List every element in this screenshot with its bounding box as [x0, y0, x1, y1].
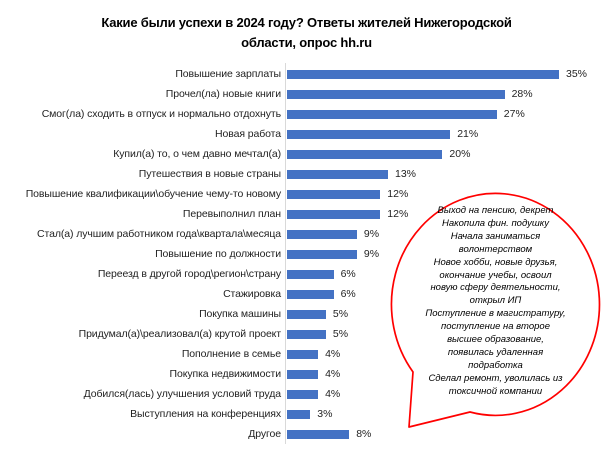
callout-line: подработка	[468, 359, 523, 371]
category-label: Повышение по должности	[155, 248, 281, 260]
category-label: Смог(ла) сходить в отпуск и нормально отдохнуть	[41, 108, 281, 120]
bar-row	[0, 164, 613, 184]
value-label: 5%	[332, 308, 349, 320]
bar	[287, 130, 450, 139]
bar-row	[0, 84, 613, 104]
callout-line: поступление на второе	[441, 321, 550, 333]
bar	[287, 350, 318, 359]
bar	[287, 410, 310, 419]
category-label: Перевыполнил план	[182, 208, 281, 220]
bar	[287, 310, 326, 319]
value-label: 6%	[340, 288, 356, 300]
value-label: 4%	[325, 388, 341, 400]
bar-row	[0, 124, 613, 144]
category-label: Повышение зарплаты	[175, 68, 281, 80]
category-label: Другое	[248, 428, 281, 440]
callout-line: Поступление в магистратуру,	[425, 308, 566, 320]
category-label: Покупка машины	[199, 308, 281, 320]
value-label: 13%	[395, 168, 417, 180]
value-label: 35%	[566, 68, 588, 80]
category-label: Стажировка	[223, 288, 281, 300]
chart-title: Какие были успехи в 2024 году? Ответы жителей Нижегородской области, опрос hh.ru	[101, 15, 512, 50]
category-label: Повышение квалификации\обучение чему-то новому	[25, 188, 281, 200]
value-label: 9%	[363, 248, 380, 260]
bar	[287, 210, 380, 219]
value-label: 4%	[325, 348, 341, 360]
bar-row	[0, 144, 613, 164]
callout-line: окончание учебы, освоил	[439, 269, 552, 281]
value-label: 28%	[511, 88, 533, 100]
value-label: 5%	[332, 328, 349, 340]
bar	[287, 170, 388, 179]
bar-row	[0, 64, 613, 84]
callout-text	[408, 205, 583, 399]
value-label: 12%	[387, 188, 409, 200]
bar	[287, 150, 442, 159]
callout-line: открыл ИП	[469, 295, 522, 307]
category-label: Выступления на конференциях	[130, 408, 281, 420]
bar	[287, 70, 559, 79]
category-label: Стал(а) лучшим работником года\квартала\месяца	[37, 228, 281, 240]
category-label: Путешествия в новые страны	[138, 168, 281, 180]
callout-line: Сделал ремонт, уволилась из	[428, 372, 563, 384]
bar	[287, 90, 505, 99]
category-label: Прочел(ла) новые книги	[165, 88, 281, 100]
bar	[287, 370, 318, 379]
bar	[287, 230, 357, 239]
value-label: 20%	[449, 148, 471, 160]
bar	[287, 390, 318, 399]
category-label: Купил(а) то, о чем давно мечтал(а)	[113, 148, 281, 160]
bar	[287, 250, 357, 259]
value-label: 21%	[457, 128, 479, 140]
value-label: 12%	[387, 208, 409, 220]
value-label: 3%	[317, 408, 333, 420]
category-label: Пополнение в семье	[181, 348, 281, 360]
bar	[287, 270, 334, 279]
bar	[287, 290, 334, 299]
callout-line: волонтерством	[458, 243, 533, 255]
category-label: Придумал(а)\реализовал(а) крутой проект	[78, 328, 281, 340]
callout-line: токсичной компании	[448, 385, 543, 397]
bar	[287, 430, 349, 439]
category-label: Переезд в другой город\регион\страну	[97, 268, 281, 280]
callout-line: появилась удаленная	[447, 346, 544, 358]
callout-line: Новое хобби, новые друзья,	[433, 256, 558, 268]
callout-line: Начала заниматься	[450, 230, 541, 242]
callout-line: высшее образование,	[447, 334, 544, 346]
bar	[287, 330, 326, 339]
bar-row	[0, 104, 613, 124]
bar	[287, 110, 497, 119]
value-label: 9%	[363, 228, 380, 240]
callout-line: новую сферу деятельности,	[430, 282, 561, 294]
category-label: Новая работа	[215, 128, 281, 140]
value-label: 6%	[340, 268, 356, 280]
callout-line: Накопила фин. подушку	[442, 217, 549, 229]
category-label: Покупка недвижимости	[169, 368, 281, 380]
callout-line: Выход на пенсию, декрет	[437, 205, 554, 216]
value-label: 8%	[356, 428, 372, 440]
value-label: 4%	[325, 368, 341, 380]
bar	[287, 190, 380, 199]
category-label: Добился(лась) улучшения условий труда	[83, 388, 281, 400]
value-label: 27%	[503, 108, 525, 120]
